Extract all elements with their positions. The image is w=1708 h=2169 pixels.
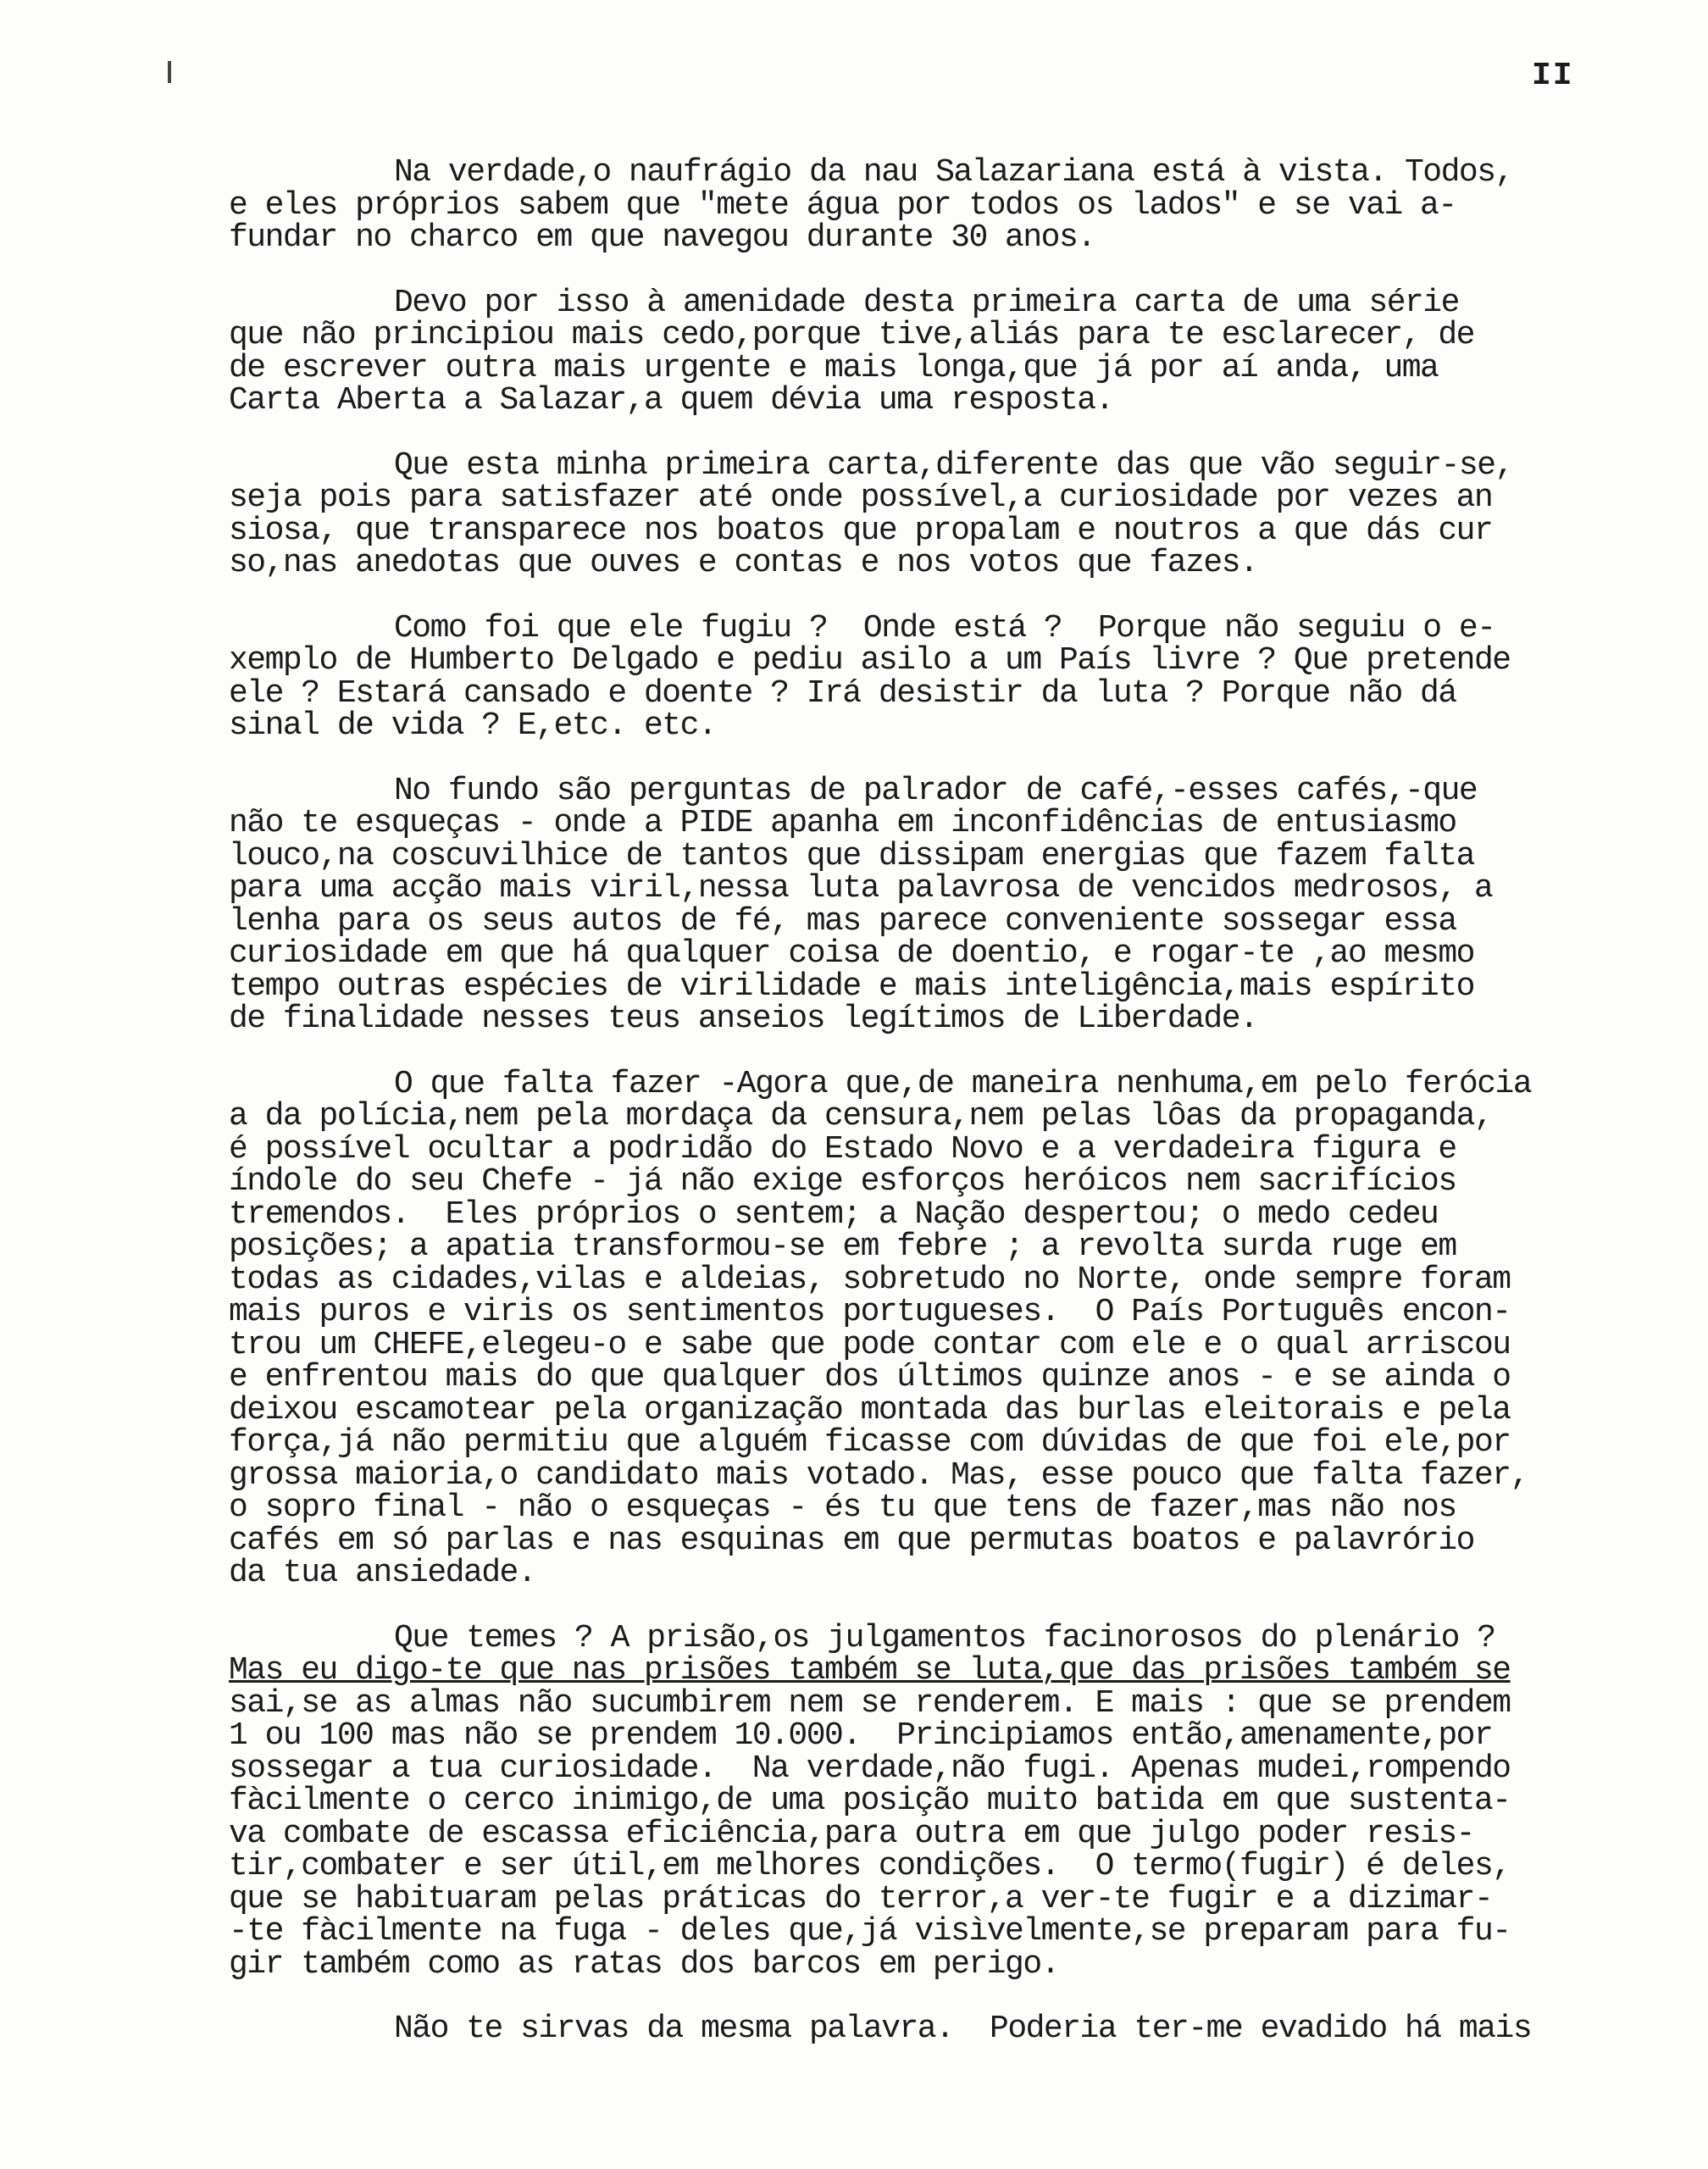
text-line: mais puros e viris os sentimentos portugueses. O País Português encon- [229, 1294, 1511, 1330]
text-line: a da polícia,nem pela mordaça da censura,nem pelas lôas da propaganda, [229, 1098, 1493, 1134]
text-line: so,nas anedotas que ouves e contas e nos votos que fazes. [229, 545, 1258, 581]
paragraph-2 [229, 284, 1669, 419]
text-line: que se habituaram pelas práticas do terror,a ver-te fugir e a dizimar- [229, 1880, 1493, 1917]
text-line: va combate de escassa eficiência,para outra em que julgo poder resis- [229, 1815, 1474, 1852]
text-line: -te fàcilmente na fuga - deles que,já visìvelmente,se preparam para fu- [229, 1913, 1511, 1950]
letter-body [229, 154, 1669, 2078]
paragraph-5 [229, 772, 1669, 1037]
text-line: sai,se as almas não sucumbirem nem se renderem. E mais : que se prendem [229, 1684, 1511, 1722]
paragraph-8 [229, 2013, 1669, 2046]
text-line: tir,combater e ser útil,em melhores condições. O termo(fugir) é deles, [229, 1848, 1511, 1884]
text-line: não te esqueças - onde a PIDE apanha em inconfidências de entusiasmo [229, 805, 1456, 841]
paragraph-4 [229, 609, 1669, 744]
text-line: Não te sirvas da mesma palavra. Poderia ter-me evadido há mais [394, 2011, 1532, 2047]
text-line: Que temes ? A prisão,os julgamentos facinorosos do plenário ? [394, 1619, 1495, 1656]
text-line: seja pois para satisfazer até onde possível,a curiosidade por vezes an [229, 480, 1493, 516]
text-line: louco,na coscuvilhice de tantos que dissipam energias que fazem falta [229, 837, 1474, 874]
paragraph-1 [229, 154, 1669, 256]
text-line: posições; a apatia transformou-se em febre ; a revolta surda ruge em [229, 1229, 1456, 1265]
text-line: todas as cidades,vilas e aldeias, sobretudo no Norte, onde sempre foram [229, 1261, 1511, 1298]
text-line: gir também como as ratas dos barcos em perigo. [229, 1945, 1059, 1983]
page-number: II [1532, 58, 1574, 94]
text-line: O que falta fazer -Agora que,de maneira nenhuma,em pelo ferócia [394, 1065, 1532, 1102]
text-line: lenha para os seus autos de fé, mas parece conveniente sossegar essa [229, 902, 1456, 940]
text-line: e eles próprios sabem que "mete água por todos os lados" e se vai a- [229, 186, 1456, 224]
text-line: fundar no charco em que navegou durante 30 anos. [229, 219, 1095, 256]
text-line: ele ? Estará cansado e doente ? Irá desistir da luta ? Porque não dá [229, 674, 1456, 712]
text-line: tremendos. Eles próprios o sentem; a Nação despertou; o medo cedeu [229, 1195, 1439, 1233]
text-line: o sopro final - não o esqueças - és tu que tens de fazer,mas não nos [229, 1489, 1456, 1526]
text-line: grossa maioria,o candidato mais votado. Mas, esse pouco que falta fazer, [229, 1456, 1528, 1494]
paragraph-3 [229, 447, 1669, 581]
text-line: Carta Aberta a Salazar,a quem dévia uma resposta. [229, 382, 1113, 419]
text-line: força,já não permitiu que alguém ficasse com dúvidas de que foi ele,por [229, 1424, 1511, 1461]
paragraph-6 [229, 1065, 1669, 1591]
text-line: Devo por isso à amenidade desta primeira carta de uma série [394, 284, 1459, 321]
text-line: sossegar a tua curiosidade. Na verdade,não fugi. Apenas mudei,rompendo [229, 1750, 1511, 1787]
text-line: 1 ou 100 mas não se prendem 10.000. Principiamos então,amenamente,por [229, 1717, 1493, 1754]
text-line: e enfrentou mais do que qualquer dos últimos quinze anos - e se ainda o [229, 1359, 1511, 1395]
text-line: deixou escamotear pela organização montada das burlas eleitorais e pela [229, 1391, 1511, 1428]
text-line: trou um CHEFE,elegeu-o e sabe que pode contar com ele e o qual arriscou [229, 1326, 1511, 1363]
text-line: é possível ocultar a podridão do Estado Novo e a verdadeira figura e [229, 1130, 1456, 1168]
text-line: siosa, que transparece nos boatos que propalam e noutros a que dás cur [229, 512, 1493, 549]
text-line: que não principiou mais cedo,porque tive,aliás para te esclarecer, de [229, 317, 1474, 353]
text-line: Que esta minha primeira carta,diferente das que vão seguir-se, [394, 447, 1513, 484]
underlined-text-line: Mas eu digo-te que nas prisões também se luta,que das prisões também se [229, 1652, 1511, 1689]
text-line: Como foi que ele fugiu ? Onde está ? Porque não seguiu o e- [394, 609, 1495, 646]
margin-mark [168, 61, 171, 83]
text-line: da tua ansiedade. [229, 1555, 536, 1591]
text-line: tempo outras espécies de virilidade e mais inteligência,mais espírito [229, 968, 1474, 1005]
text-line: de finalidade nesses teus anseios legítimos de Liberdade. [229, 1001, 1258, 1037]
text-line: fàcilmente o cerco inimigo,de uma posição muito batida em que sustenta- [229, 1783, 1511, 1819]
text-line: Na verdade,o naufrágio da nau Salazariana está à vista. Todos, [394, 154, 1513, 191]
paragraph-7 [229, 1619, 1669, 1983]
text-line: xemplo de Humberto Delgado e pediu asilo a um País livre ? Que pretende [229, 642, 1511, 679]
text-line: No fundo são perguntas de palrador de café,-esses cafés,-que [394, 772, 1478, 809]
text-line: para uma acção mais viril,nessa luta palavrosa de vencidos medrosos, a [229, 870, 1493, 907]
text-line: índole do seu Chefe - já não exige esforços heróicos nem sacrifícios [229, 1163, 1456, 1200]
text-line: curiosidade em que há qualquer coisa de doentio, e rogar-te ,ao mesmo [229, 935, 1474, 972]
text-line: sinal de vida ? E,etc. etc. [229, 707, 717, 744]
text-line: cafés em só parlas e nas esquinas em que permutas boatos e palavrório [229, 1522, 1474, 1559]
text-line: de escrever outra mais urgente e mais longa,que já por aí anda, uma [229, 349, 1439, 386]
